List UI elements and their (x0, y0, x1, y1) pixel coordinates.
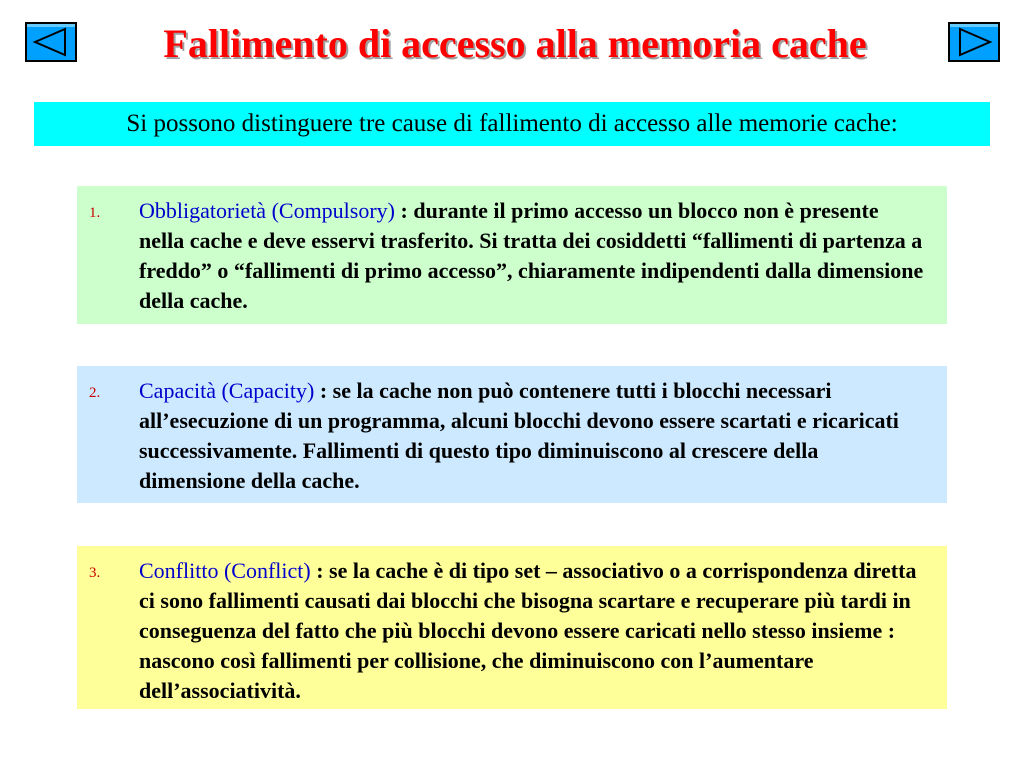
cause-capacity (77, 366, 947, 503)
next-slide-button[interactable] (948, 22, 1000, 62)
cause-number: 2. (89, 385, 101, 401)
triangle-left-icon (25, 22, 77, 62)
cause-number: 1. (89, 205, 101, 221)
cause-description: : se la cache è di tipo set – associativo o a corrispondenza diretta ci sono fallimenti causati dai blocchi che bisogna scartare e recuperare più tardi in conseguenza del fatto che più blocchi devono essere caricati nello stesso insieme : nascono così fallimenti per collisione, che diminuiscono con l’aumentare dell’associatività. (139, 558, 917, 703)
cause-text (139, 556, 925, 706)
slide-title: Fallimento di accesso alla memoria cache (163, 21, 867, 66)
cause-description: : se la cache non può contenere tutti i blocchi necessari all’esecuzione di un programma, alcuni blocchi devono essere scartati e ricaricati successivamente. Fallimenti di questo tipo diminuiscono al crescere della dimensione della cache. (139, 378, 899, 493)
triangle-right-icon (948, 22, 1000, 62)
cause-conflict (77, 546, 947, 709)
previous-slide-button[interactable] (25, 22, 77, 62)
intro-banner: Si possono distinguere tre cause di fallimento di accesso alle memorie cache: (34, 102, 990, 146)
cause-text (139, 376, 925, 496)
cause-term: Capacità (Capacity) (139, 378, 315, 403)
cause-number: 3. (89, 565, 101, 581)
cause-term: Obbligatorietà (Compulsory) (139, 198, 396, 223)
cause-compulsory (77, 186, 947, 324)
cause-description: : durante il primo accesso un blocco non è presente nella cache e deve esservi trasferito. Si tratta dei cosiddetti “fallimenti di partenza a freddo” o “fallimenti di primo accesso”, chiaramente indipendenti dalla dimensione della cache. (139, 198, 924, 313)
cause-text (139, 196, 925, 316)
cause-term: Conflitto (Conflict) (139, 558, 311, 583)
